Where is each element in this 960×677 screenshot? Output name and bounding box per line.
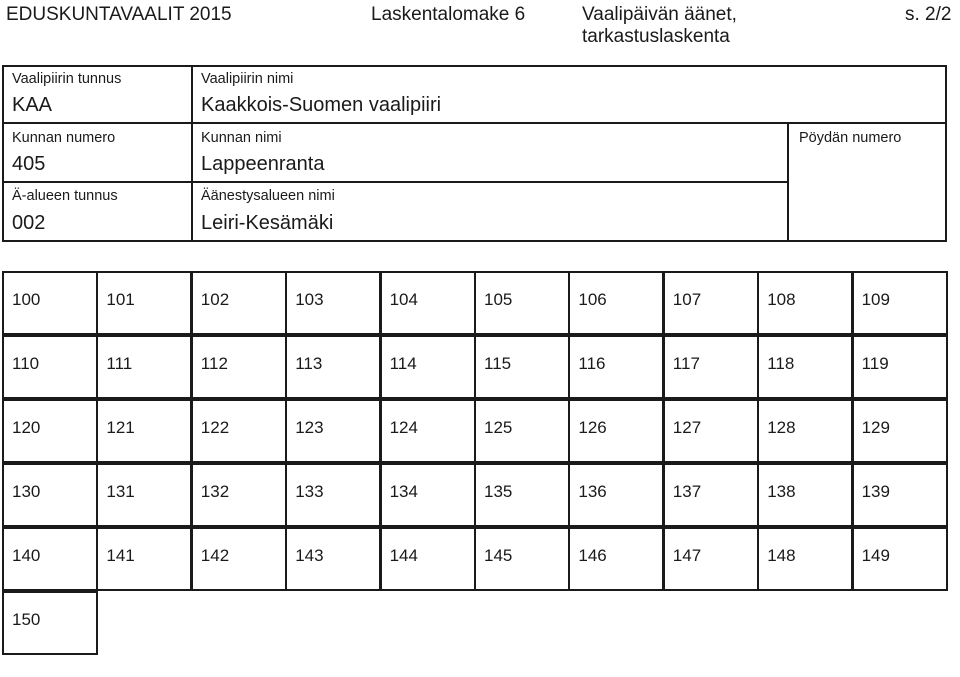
number-cell-label: 132 (200, 482, 230, 501)
number-cell-label: 128 (767, 418, 796, 437)
number-cell[interactable] (96, 463, 192, 527)
number-cell[interactable] (380, 527, 476, 591)
area-name-label: Äänestysalueen nimi (201, 188, 335, 204)
number-cell-label: 150 (12, 610, 41, 629)
divider (4, 181, 787, 183)
number-cell[interactable] (191, 335, 287, 399)
number-cell[interactable] (852, 335, 948, 399)
form-title: Laskentalomake 6 (371, 4, 526, 25)
number-cell-label: 134 (389, 482, 418, 501)
number-cell[interactable] (96, 399, 192, 463)
number-cell-label: 138 (767, 482, 796, 501)
area-id-label: Ä-alueen tunnus (12, 188, 118, 204)
number-cell-label: 116 (578, 354, 606, 373)
number-cell[interactable] (2, 335, 98, 399)
municipality-number-label: Kunnan numero (12, 130, 116, 146)
number-cell-label: 109 (861, 290, 890, 309)
divider (191, 67, 193, 240)
number-cell-label: 114 (389, 354, 417, 373)
number-cell-label: 119 (861, 354, 889, 373)
divider (787, 122, 789, 240)
number-cell-label: 127 (672, 418, 702, 437)
number-cell[interactable] (380, 271, 476, 335)
form-description (582, 4, 737, 48)
number-cell[interactable] (474, 399, 570, 463)
number-cell-label: 110 (12, 354, 40, 373)
number-cell[interactable] (663, 463, 759, 527)
number-cell[interactable] (568, 335, 664, 399)
number-cell-label: 102 (200, 290, 230, 309)
form-description-line1: Vaalipäivän äänet, (582, 4, 737, 25)
number-cell[interactable] (285, 527, 381, 591)
number-cell[interactable] (191, 271, 287, 335)
form-description-line2: tarkastuslaskenta (582, 26, 730, 47)
table-number-label: Pöydän numero (799, 130, 902, 146)
number-cell[interactable] (474, 271, 570, 335)
number-cell-label: 111 (106, 354, 133, 373)
number-cell-label: 148 (767, 546, 796, 565)
number-cell[interactable] (474, 527, 570, 591)
election-title: EDUSKUNTAVAALIT 2015 (6, 4, 232, 25)
number-cell[interactable] (663, 527, 759, 591)
number-cell-label: 129 (861, 418, 890, 437)
number-cell[interactable] (852, 399, 948, 463)
number-cell-label: 141 (106, 546, 135, 565)
number-cell-label: 135 (484, 482, 513, 501)
number-cell-label: 133 (295, 482, 324, 501)
number-cell-label: 112 (200, 354, 228, 373)
number-cell-label: 147 (672, 546, 702, 565)
number-cell-label: 142 (200, 546, 230, 565)
number-cell[interactable] (852, 527, 948, 591)
number-cell-label: 139 (861, 482, 890, 501)
number-cell-label: 126 (578, 418, 607, 437)
number-cell-label: 137 (672, 482, 702, 501)
number-cell[interactable] (568, 463, 664, 527)
number-cell-label: 122 (200, 418, 230, 437)
number-cell-label: 118 (767, 354, 795, 373)
number-cell[interactable] (757, 527, 853, 591)
number-cell[interactable] (380, 335, 476, 399)
number-cell-label: 143 (295, 546, 324, 565)
number-cell-label: 105 (484, 290, 513, 309)
number-cell[interactable] (757, 335, 853, 399)
number-cell-label: 130 (12, 482, 41, 501)
number-cell[interactable] (2, 271, 98, 335)
municipality-number-value: 405 (12, 153, 46, 175)
number-cell-label: 115 (484, 354, 512, 373)
number-cell[interactable] (474, 463, 570, 527)
number-cell-label: 103 (295, 290, 324, 309)
number-cell-label: 108 (767, 290, 796, 309)
number-cell-label: 125 (484, 418, 513, 437)
number-cell-label: 107 (672, 290, 702, 309)
number-cell[interactable] (757, 271, 853, 335)
number-cell-label: 106 (578, 290, 607, 309)
number-cell[interactable] (191, 463, 287, 527)
number-cell-label: 131 (106, 482, 135, 501)
number-cell[interactable] (2, 399, 98, 463)
district-id-value: KAA (12, 94, 53, 116)
number-cell-label: 124 (389, 418, 418, 437)
number-cell[interactable] (852, 463, 948, 527)
number-cell[interactable] (285, 271, 381, 335)
number-cell-label: 100 (12, 290, 41, 309)
number-cell-label: 136 (578, 482, 607, 501)
number-cell[interactable] (663, 335, 759, 399)
number-cell[interactable] (757, 399, 853, 463)
number-cell[interactable] (191, 399, 287, 463)
number-cell[interactable] (96, 335, 192, 399)
number-cell[interactable] (663, 399, 759, 463)
number-cell[interactable] (2, 463, 98, 527)
number-cell[interactable] (2, 591, 98, 655)
page-number: s. 2/2 (905, 4, 952, 25)
area-id-value: 002 (12, 212, 46, 234)
number-cell[interactable] (852, 271, 948, 335)
number-cell[interactable] (285, 463, 381, 527)
number-cell-label: 113 (295, 354, 323, 373)
number-cell[interactable] (96, 527, 192, 591)
number-cell[interactable] (568, 271, 664, 335)
number-cell[interactable] (474, 335, 570, 399)
number-cell-label: 144 (389, 546, 418, 565)
number-cell[interactable] (380, 399, 476, 463)
number-cell-label: 101 (106, 290, 135, 309)
area-name-value: Leiri-Kesämäki (201, 212, 334, 234)
number-cell-label: 140 (12, 546, 41, 565)
district-id-label: Vaalipiirin tunnus (12, 71, 122, 87)
number-cell-label: 146 (578, 546, 607, 565)
number-cell-label: 120 (12, 418, 41, 437)
municipality-name-value: Lappeenranta (201, 153, 325, 175)
number-cell-label: 149 (861, 546, 890, 565)
district-name-label: Vaalipiirin nimi (201, 71, 294, 87)
number-cell[interactable] (380, 463, 476, 527)
divider (4, 122, 945, 124)
number-cell[interactable] (568, 399, 664, 463)
number-cell-label: 123 (295, 418, 324, 437)
number-cell-label: 121 (106, 418, 135, 437)
number-cell[interactable] (663, 271, 759, 335)
info-box (2, 65, 947, 242)
number-cell[interactable] (285, 335, 381, 399)
number-cell[interactable] (191, 527, 287, 591)
district-name-value: Kaakkois-Suomen vaalipiiri (201, 94, 442, 116)
number-cell-label: 117 (672, 354, 700, 373)
number-cell[interactable] (285, 399, 381, 463)
number-cell[interactable] (757, 463, 853, 527)
number-cell-label: 104 (389, 290, 418, 309)
number-cell[interactable] (568, 527, 664, 591)
number-cell[interactable] (2, 527, 98, 591)
number-cell-label: 145 (484, 546, 513, 565)
municipality-name-label: Kunnan nimi (201, 130, 282, 146)
number-cell[interactable] (96, 271, 192, 335)
